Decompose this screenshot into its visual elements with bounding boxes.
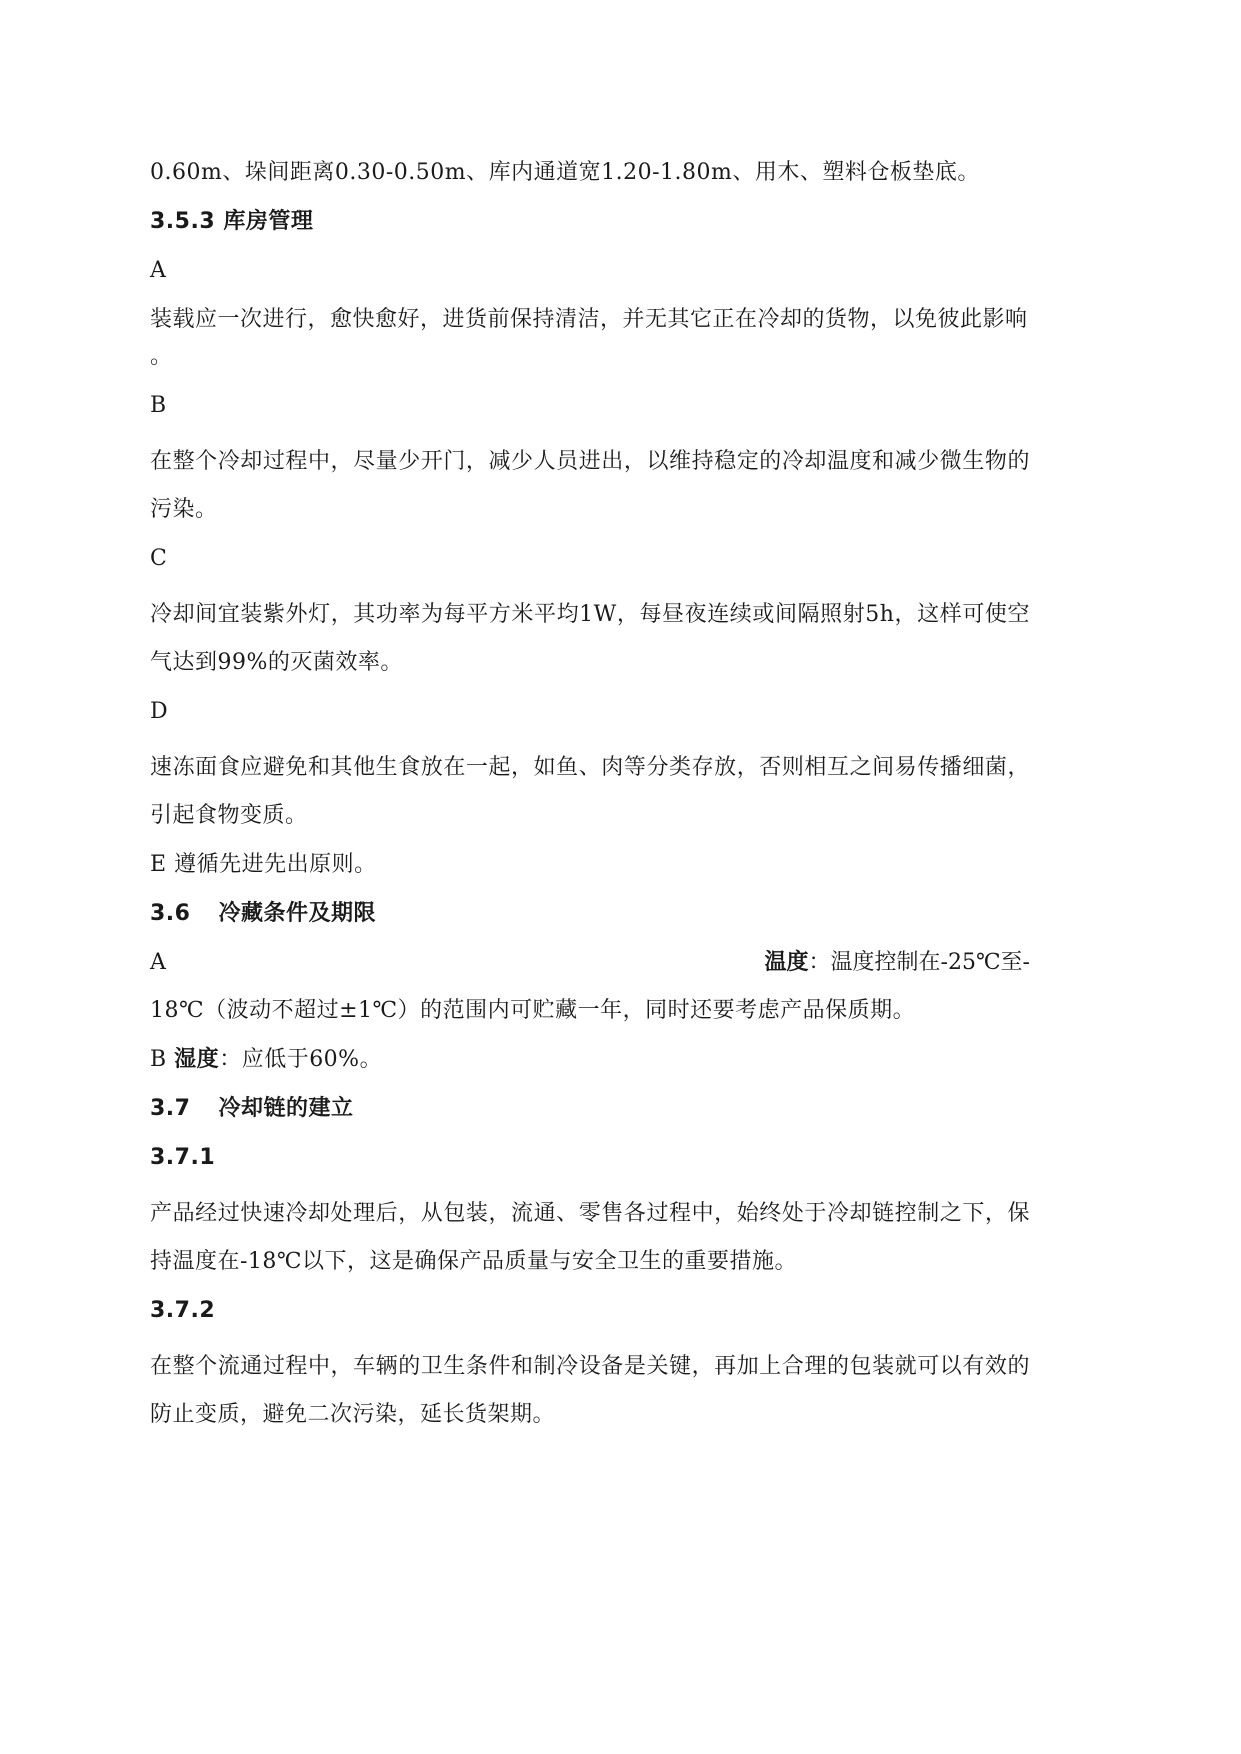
humidity-item-label: B: [150, 1047, 167, 1072]
heading-3-7-1: 3.7.1: [150, 1145, 216, 1170]
section-number: 3.7: [150, 1096, 191, 1121]
item-a-text: 装载应一次进行，愈快愈好，进货前保持清洁，并无其它正在冷却的货物，以免彼此影响: [150, 307, 1028, 332]
s372-text: 在整个流通过程中，车辆的卫生条件和制冷设备是关键，再加上合理的包装就可以有效的防止变质，避免二次污染，延长货架期。: [150, 1354, 1030, 1427]
document-page: [150, 156, 1120, 1440]
section-number: 3.5.3: [150, 209, 216, 234]
temp-condition: [764, 946, 1030, 980]
section-title: 冷藏条件及期限: [218, 901, 376, 926]
heading-3-7-2: 3.7.2: [150, 1298, 216, 1323]
item-a-text-end: 。: [150, 344, 173, 369]
item-b-text: 在整个冷却过程中，尽量少开门，减少人员进出，以维持稳定的冷却温度和减少微生物的污染。: [150, 449, 1030, 522]
humidity-label: 湿度: [174, 1047, 220, 1072]
item-c-label: C: [150, 546, 168, 571]
section-title: 冷却链的建立: [218, 1096, 354, 1121]
heading-3-6: [150, 897, 1120, 931]
item-c-text: 冷却间宜装紫外灯，其功率为每平方米平均1W，每昼夜连续或间隔照射5h，这样可使空气达到99%的灭菌效率。: [150, 602, 1030, 675]
humidity-text: ：应低于60%。: [219, 1047, 383, 1072]
item-d-label: D: [150, 699, 169, 724]
s371-text: 产品经过快速冷却处理后，从包装，流通、零售各过程中，始终处于冷却链控制之下，保持温度在-18℃以下，这是确保产品质量与安全卫生的重要措施。: [150, 1201, 1030, 1274]
temp-text-2: 18℃（波动不超过±1℃）的范围内可贮藏一年，同时还要考虑产品保质期。: [150, 998, 916, 1023]
intro-line: 0.60m、垛间距离0.30-0.50m、库内通道宽1.20-1.80m、用木、塑料仓板垫底。: [150, 160, 980, 185]
temp-colon: ：: [808, 950, 831, 975]
item-e-label: E: [150, 852, 167, 877]
temperature-row: [150, 946, 1030, 980]
heading-3-5-3: [150, 205, 1120, 239]
item-e-text: 遵循先进先出原则。: [174, 852, 377, 877]
section-number: 3.6: [150, 901, 191, 926]
temp-item-label: A: [150, 950, 166, 975]
temp-text-1: 温度控制在-25℃至-: [830, 950, 1030, 975]
item-a-label: A: [150, 258, 167, 283]
item-d-text: 速冻面食应避免和其他生食放在一起，如鱼、肉等分类存放，否则相互之间易传播细菌，引起食物变质。: [150, 755, 1030, 828]
item-e: [150, 848, 1120, 882]
temp-label: 温度: [764, 950, 809, 975]
section-title: 库房管理: [223, 209, 314, 234]
item-b-label: B: [150, 393, 167, 418]
humidity-row: [150, 1043, 1120, 1077]
heading-3-7: [150, 1092, 1120, 1126]
